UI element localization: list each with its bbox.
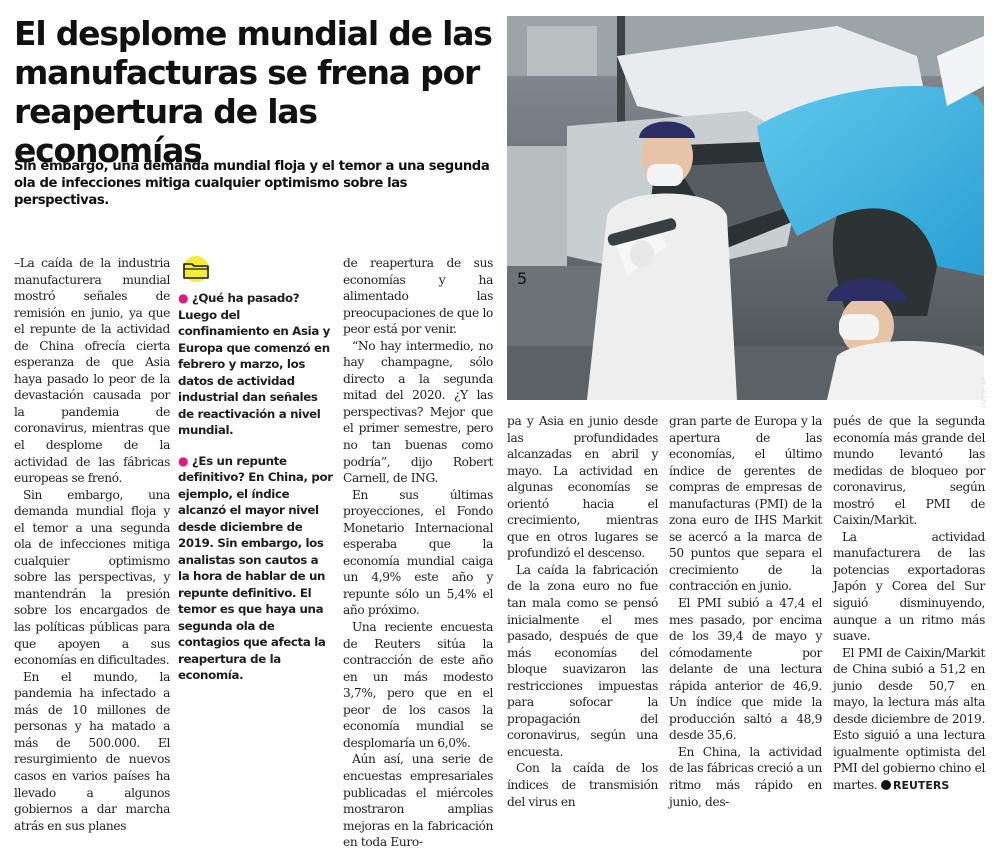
- paragraph: Sin embargo, una demanda mundial floja y el temor a una segunda ola de infecciones mitiga cualquier optimismo sobre las perspectivas, y mantendrán la presión sobre los encargados de las políticas públicas para que apoyen a sus economías en dificultades.: [14, 487, 170, 668]
- bullet-icon: ●: [178, 453, 189, 468]
- paragraph: Una reciente encuesta de Reuters sitúa la contracción de este año en un más modesto 3,7%, pero que en el peor de los casos la economía mundial se desplomaría un 6,0%.: [343, 620, 493, 750]
- sidebar-box: [178, 255, 333, 698]
- column-6: [833, 413, 985, 795]
- sidebar-answer: Luego del confinamiento en Asia y Europa que comenzó en febrero y marzo, los datos de actividad industrial dan señales de reactivación a nivel mundial.: [178, 307, 331, 437]
- column-3: [343, 255, 493, 851]
- paragraph: La caída la fabricación de la zona euro no fue tan mala como se pensó inicialmente el mes pasado, después de que más economías del bloque suavizaron las restricciones impuestas para sofocar la propagación del coronavirus, según una encuesta.: [507, 562, 658, 759]
- sidebar-item-definitive: [178, 453, 333, 684]
- photo-number-label: 5: [517, 269, 528, 288]
- byline: [881, 779, 949, 792]
- paragraph: En sus últimas proyecciones, el Fondo Monetario Internacional esperaba que la economía mundial caiga un 4,9% este año y repunte sólo un 5,4% el año próximo.: [343, 487, 493, 618]
- reuters-logo-icon: [881, 780, 891, 790]
- sidebar-question: ¿Qué ha pasado?: [191, 291, 300, 305]
- paragraph-text: El PMI de Caixin/Markit de China subió a 51,2 en junio desde 50,7 en mayo, la lectura más alta desde diciembre de 2019. Esto siguió a una lectura igualmente optimista del PMI del gobierno chino el martes.: [833, 645, 985, 793]
- paragraph: Aún así, una serie de encuestas empresariales publicadas el miércoles mostraron amplias mejoras en la fabricación en toda Euro-: [343, 752, 493, 850]
- paragraph: “No hay intermedio, no hay champagne, sólo directo a la segunda mitad del 2020. ¿Y las perspectivas? Mejor que el primer semestre, pero no tan buenas como podría”, dijo Robert Carnell, de ING.: [343, 338, 493, 486]
- sidebar-question: ¿Es un repunte definitivo?: [178, 453, 287, 484]
- paragraph: –La caída de la industria manufacturera mundial mostró señales de remisión en junio, ya que el repunte de la actividad de China ofrecía cierta esperanza de que Asia haya pasado lo peor de la devastación causada por la pandemia de coronavirus, mientras que el desplome de la actividad de las fábricas europeas se frenó.: [14, 256, 170, 486]
- column-5: [669, 413, 822, 810]
- paragraph: El PMI subió a 47,4 el mes pasado, por encima de los 39,4 de mayo y cómodamente por delante de una lectura rápida anterior de 46,9. Un índice que mide la producción saltó a 48,9 desde 35,6.: [669, 596, 822, 743]
- bullet-icon: ●: [178, 291, 189, 305]
- paragraph: En el mundo, la pandemia ha infectado a más de 10 millones de personas y ha matado a más de 500.000. El resurgimiento de nuevos casos en varios países ha llevado a algunos gobiernos a dar marcha atrás en sus planes: [14, 669, 170, 833]
- paragraph: La actividad manufacturera de las potencias exportadoras Japón y Corea del Sur siguió disminuyendo, aunque a un ritmo más suave.: [833, 529, 985, 644]
- paragraph: pués de que la segunda economía más grande del mundo levantó las medidas de bloqueo por coronavirus, según mostró el PMI de Caixin/Markit.: [833, 414, 985, 528]
- column-1: [14, 255, 170, 834]
- paragraph: pa y Asia en junio desde las profundidades alcanzadas en abril y mayo. La actividad en algunas economías se orientó hacia el crecimiento, mientras que en otros lugares se profundizó el descenso.: [507, 414, 658, 561]
- sidebar-answer: En China, por ejemplo, el índice alcanzó el mayor nivel desde diciembre de 2019. Sin embargo, los analistas son cautos a la hora de hablar de un repunte definitivo. El temor es que haya una segunda ola de contagios que afecta la reapertura de la economía.: [178, 470, 333, 682]
- photo-illustration: [507, 16, 984, 400]
- paragraph: En China, la actividad de las fábricas creció a un ritmo más rápido en junio, des-: [669, 744, 822, 809]
- photo-credit: FOTO: AP: [981, 376, 988, 409]
- folder-icon: [178, 256, 214, 282]
- subheadline: Sin embargo, una demanda mundial floja y el temor a una segunda ola de infecciones mitiga cualquier optimismo sobre las perspectivas.: [14, 159, 490, 208]
- column-4: [507, 413, 658, 810]
- headline: El desplome mundial de las manufacturas se frena por reapertura de las economías: [14, 14, 492, 170]
- byline-text: REUTERS: [892, 779, 950, 793]
- paragraph: [833, 645, 985, 795]
- paragraph: gran parte de Europa y la apertura de las economías, el último índice de gerentes de compras de empresas de manufacturas (PMI) de la zona euro de IHS Markit se acercó a la marca de 50 puntos que separa el crecimiento de la contracción en junio.: [669, 414, 822, 594]
- sidebar-item-what-happened: [178, 290, 333, 439]
- paragraph: Con la caída de los índices de transmisión del virus en: [507, 761, 658, 809]
- paragraph: de reapertura de sus economías y ha alimentado las preocupaciones de que lo peor está por venir.: [343, 256, 493, 337]
- factory-workers-photo: [507, 16, 988, 409]
